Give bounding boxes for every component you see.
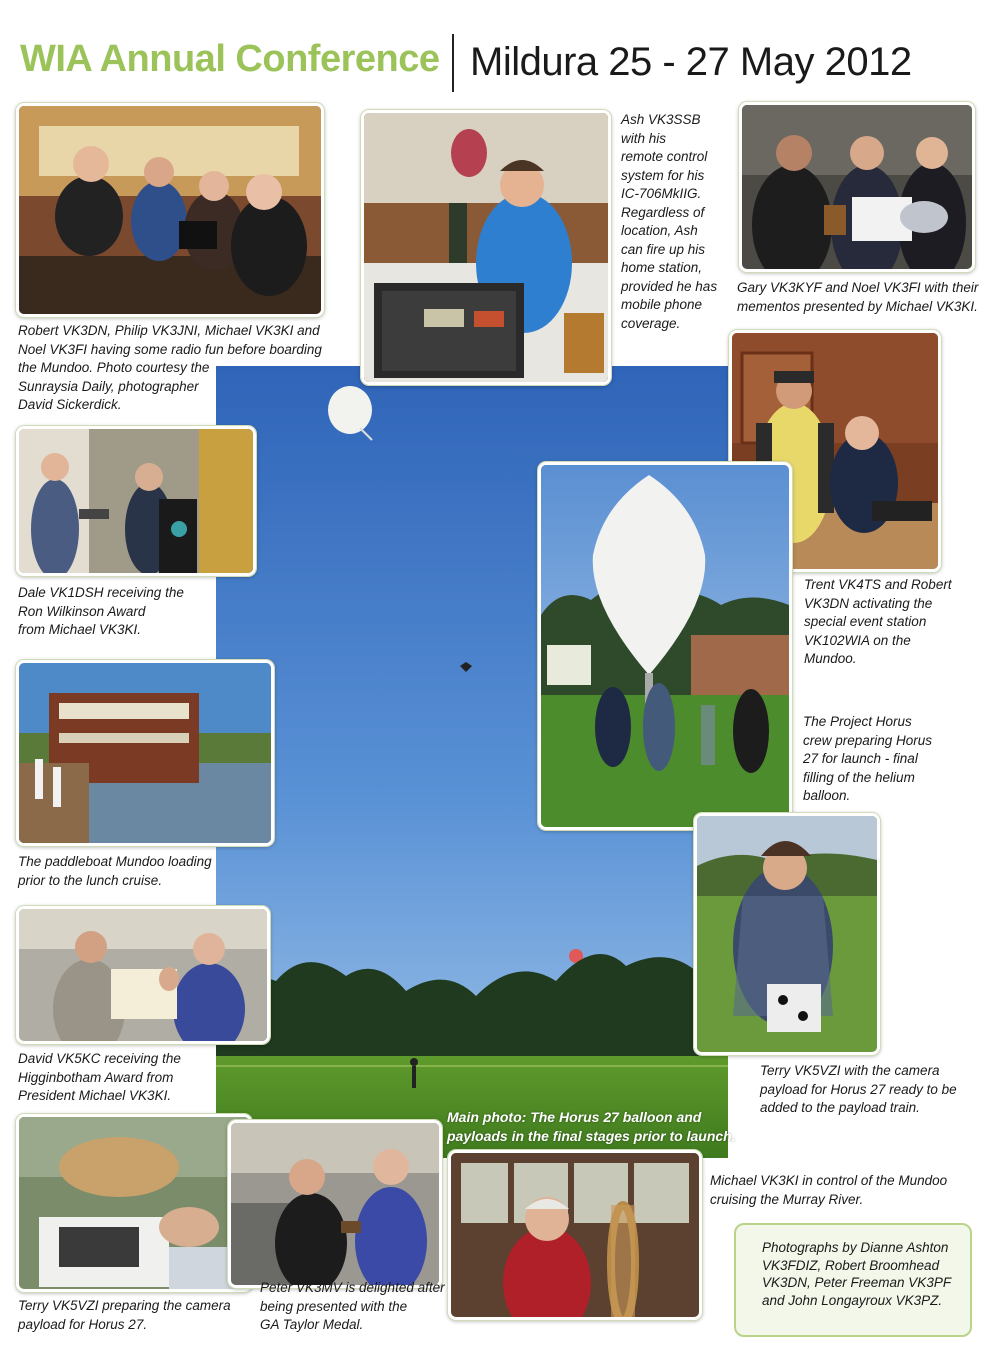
caption-line: Terry VK5VZI preparing the camera [18, 1298, 231, 1313]
caption-line: cruising the Murray River. [710, 1191, 864, 1207]
caption-michael-wheel [710, 1172, 947, 1209]
caption-line: provided he has [621, 278, 718, 294]
caption-line: Terry VK5VZI with the camera [760, 1063, 940, 1078]
caption-trent-robert [804, 576, 952, 669]
caption-mundoo-group [18, 322, 322, 415]
caption-paddleboat [18, 853, 212, 890]
caption-line: coverage. [621, 315, 681, 331]
caption-line: can fire up his [621, 241, 706, 257]
caption-line: Robert VK3DN, Philip VK3JNI, Michael VK3KI and [18, 323, 320, 338]
caption-line: filling of the helium [803, 769, 915, 785]
caption-line: 27 for launch - final [803, 751, 918, 766]
caption-horus-crew [803, 713, 932, 806]
caption-line: Regardless of [621, 204, 705, 220]
caption-terry-preparing [18, 1297, 231, 1334]
caption-main-photo [447, 1108, 736, 1145]
caption-peter-medal [260, 1279, 445, 1335]
caption-line: President Michael VK3KI. [18, 1088, 172, 1103]
caption-gary-noel [737, 279, 978, 316]
terry-preparing-image [19, 1117, 249, 1289]
caption-line: Ron Wilkinson Award [18, 603, 146, 619]
caption-line: David VK5KC receiving the [18, 1051, 181, 1066]
caption-line: Gary VK3KYF and Noel VK3FI with their [737, 280, 979, 295]
terry-payload-image [697, 816, 877, 1052]
photo-gary-noel [739, 102, 975, 272]
mundoo-group-image [19, 106, 321, 314]
caption-line: David Sickerdick. [18, 397, 122, 412]
caption-line: Noel VK3FI having some radio fun before boarding [18, 341, 322, 357]
ash-image [364, 113, 608, 382]
caption-line: from Michael VK3KI. [18, 622, 142, 637]
page-title: WIA Annual Conference [20, 38, 440, 80]
caption-line: special event station [804, 614, 927, 629]
caption-line: VK3DN, Peter Freeman VK3PF [762, 1275, 952, 1290]
caption-line: Dale VK1DSH receiving the [18, 585, 184, 600]
caption-ash [621, 111, 717, 333]
photo-horus-crew [538, 462, 792, 830]
photo-terry-preparing [16, 1114, 252, 1292]
caption-line: payloads in the final stages prior to launch. [447, 1127, 736, 1144]
caption-line: the Mundoo. Photo courtesy the [18, 360, 210, 375]
page-subtitle: Mildura 25 - 27 May 2012 [470, 40, 912, 84]
caption-david-award [18, 1050, 181, 1106]
caption-terry-payload [760, 1062, 957, 1118]
photo-terry-payload [694, 813, 880, 1055]
caption-line: mobile phone [621, 297, 703, 312]
caption-line: VK3DN activating the [804, 595, 933, 611]
caption-line: prior to the lunch cruise. [18, 872, 163, 888]
caption-line: payload for Horus 27 ready to be [760, 1081, 957, 1097]
caption-line: home station, [621, 260, 703, 275]
gary-noel-image [742, 105, 972, 269]
caption-line: location, Ash [621, 223, 698, 238]
caption-line: Main photo: The Horus 27 balloon and [447, 1109, 702, 1125]
photo-peter-medal [228, 1120, 442, 1288]
caption-line: crew preparing Horus [803, 732, 933, 748]
caption-line: with his [621, 130, 667, 146]
caption-line: The paddleboat Mundoo loading [18, 854, 212, 869]
caption-line: Peter VK3MV is delighted after [260, 1280, 445, 1295]
title-divider [452, 34, 454, 92]
caption-line: Higginbotham Award from [18, 1069, 174, 1085]
caption-line: Sunraysia Daily, photographer [18, 378, 199, 394]
caption-dale-award [18, 584, 184, 640]
caption-line: Mundoo. [804, 651, 857, 666]
caption-line: VK102WIA on the [804, 632, 911, 648]
dale-award-image [19, 429, 253, 573]
photo-paddleboat [16, 660, 274, 846]
caption-line: being presented with the [260, 1298, 408, 1314]
photo-credits-box [734, 1223, 972, 1337]
caption-line: and John Longayroux VK3PZ. [762, 1292, 943, 1308]
photo-ash [361, 110, 611, 385]
photo-dale-award [16, 426, 256, 576]
caption-line: Photographs by Dianne Ashton [762, 1240, 949, 1255]
caption-line: added to the payload train. [760, 1100, 920, 1115]
paddleboat-image [19, 663, 271, 843]
peter-medal-image [231, 1123, 439, 1285]
caption-line: GA Taylor Medal. [260, 1317, 364, 1332]
photo-michael-wheel [448, 1150, 702, 1320]
caption-line: payload for Horus 27. [18, 1316, 148, 1332]
photo-david-award [16, 906, 270, 1044]
caption-line: Michael VK3KI in control of the Mundoo [710, 1173, 948, 1188]
caption-line: VK3FDIZ, Robert Broomhead [762, 1257, 940, 1273]
page-header [0, 0, 1000, 100]
photo-mundoo-group [16, 103, 324, 317]
caption-line: mementos presented by Michael VK3KI. [737, 298, 978, 314]
caption-line: Trent VK4TS and Robert [804, 577, 952, 592]
caption-line: balloon. [803, 788, 851, 803]
caption-line: IC-706MkIIG. [621, 186, 702, 201]
michael-wheel-image [451, 1153, 699, 1317]
caption-line: remote control [621, 149, 708, 164]
david-award-image [19, 909, 267, 1041]
caption-line: system for his [621, 167, 705, 183]
horus-crew-image [541, 465, 789, 827]
caption-line: Ash VK3SSB [621, 112, 701, 127]
photo-credits [762, 1239, 960, 1309]
caption-line: The Project Horus [803, 714, 912, 729]
